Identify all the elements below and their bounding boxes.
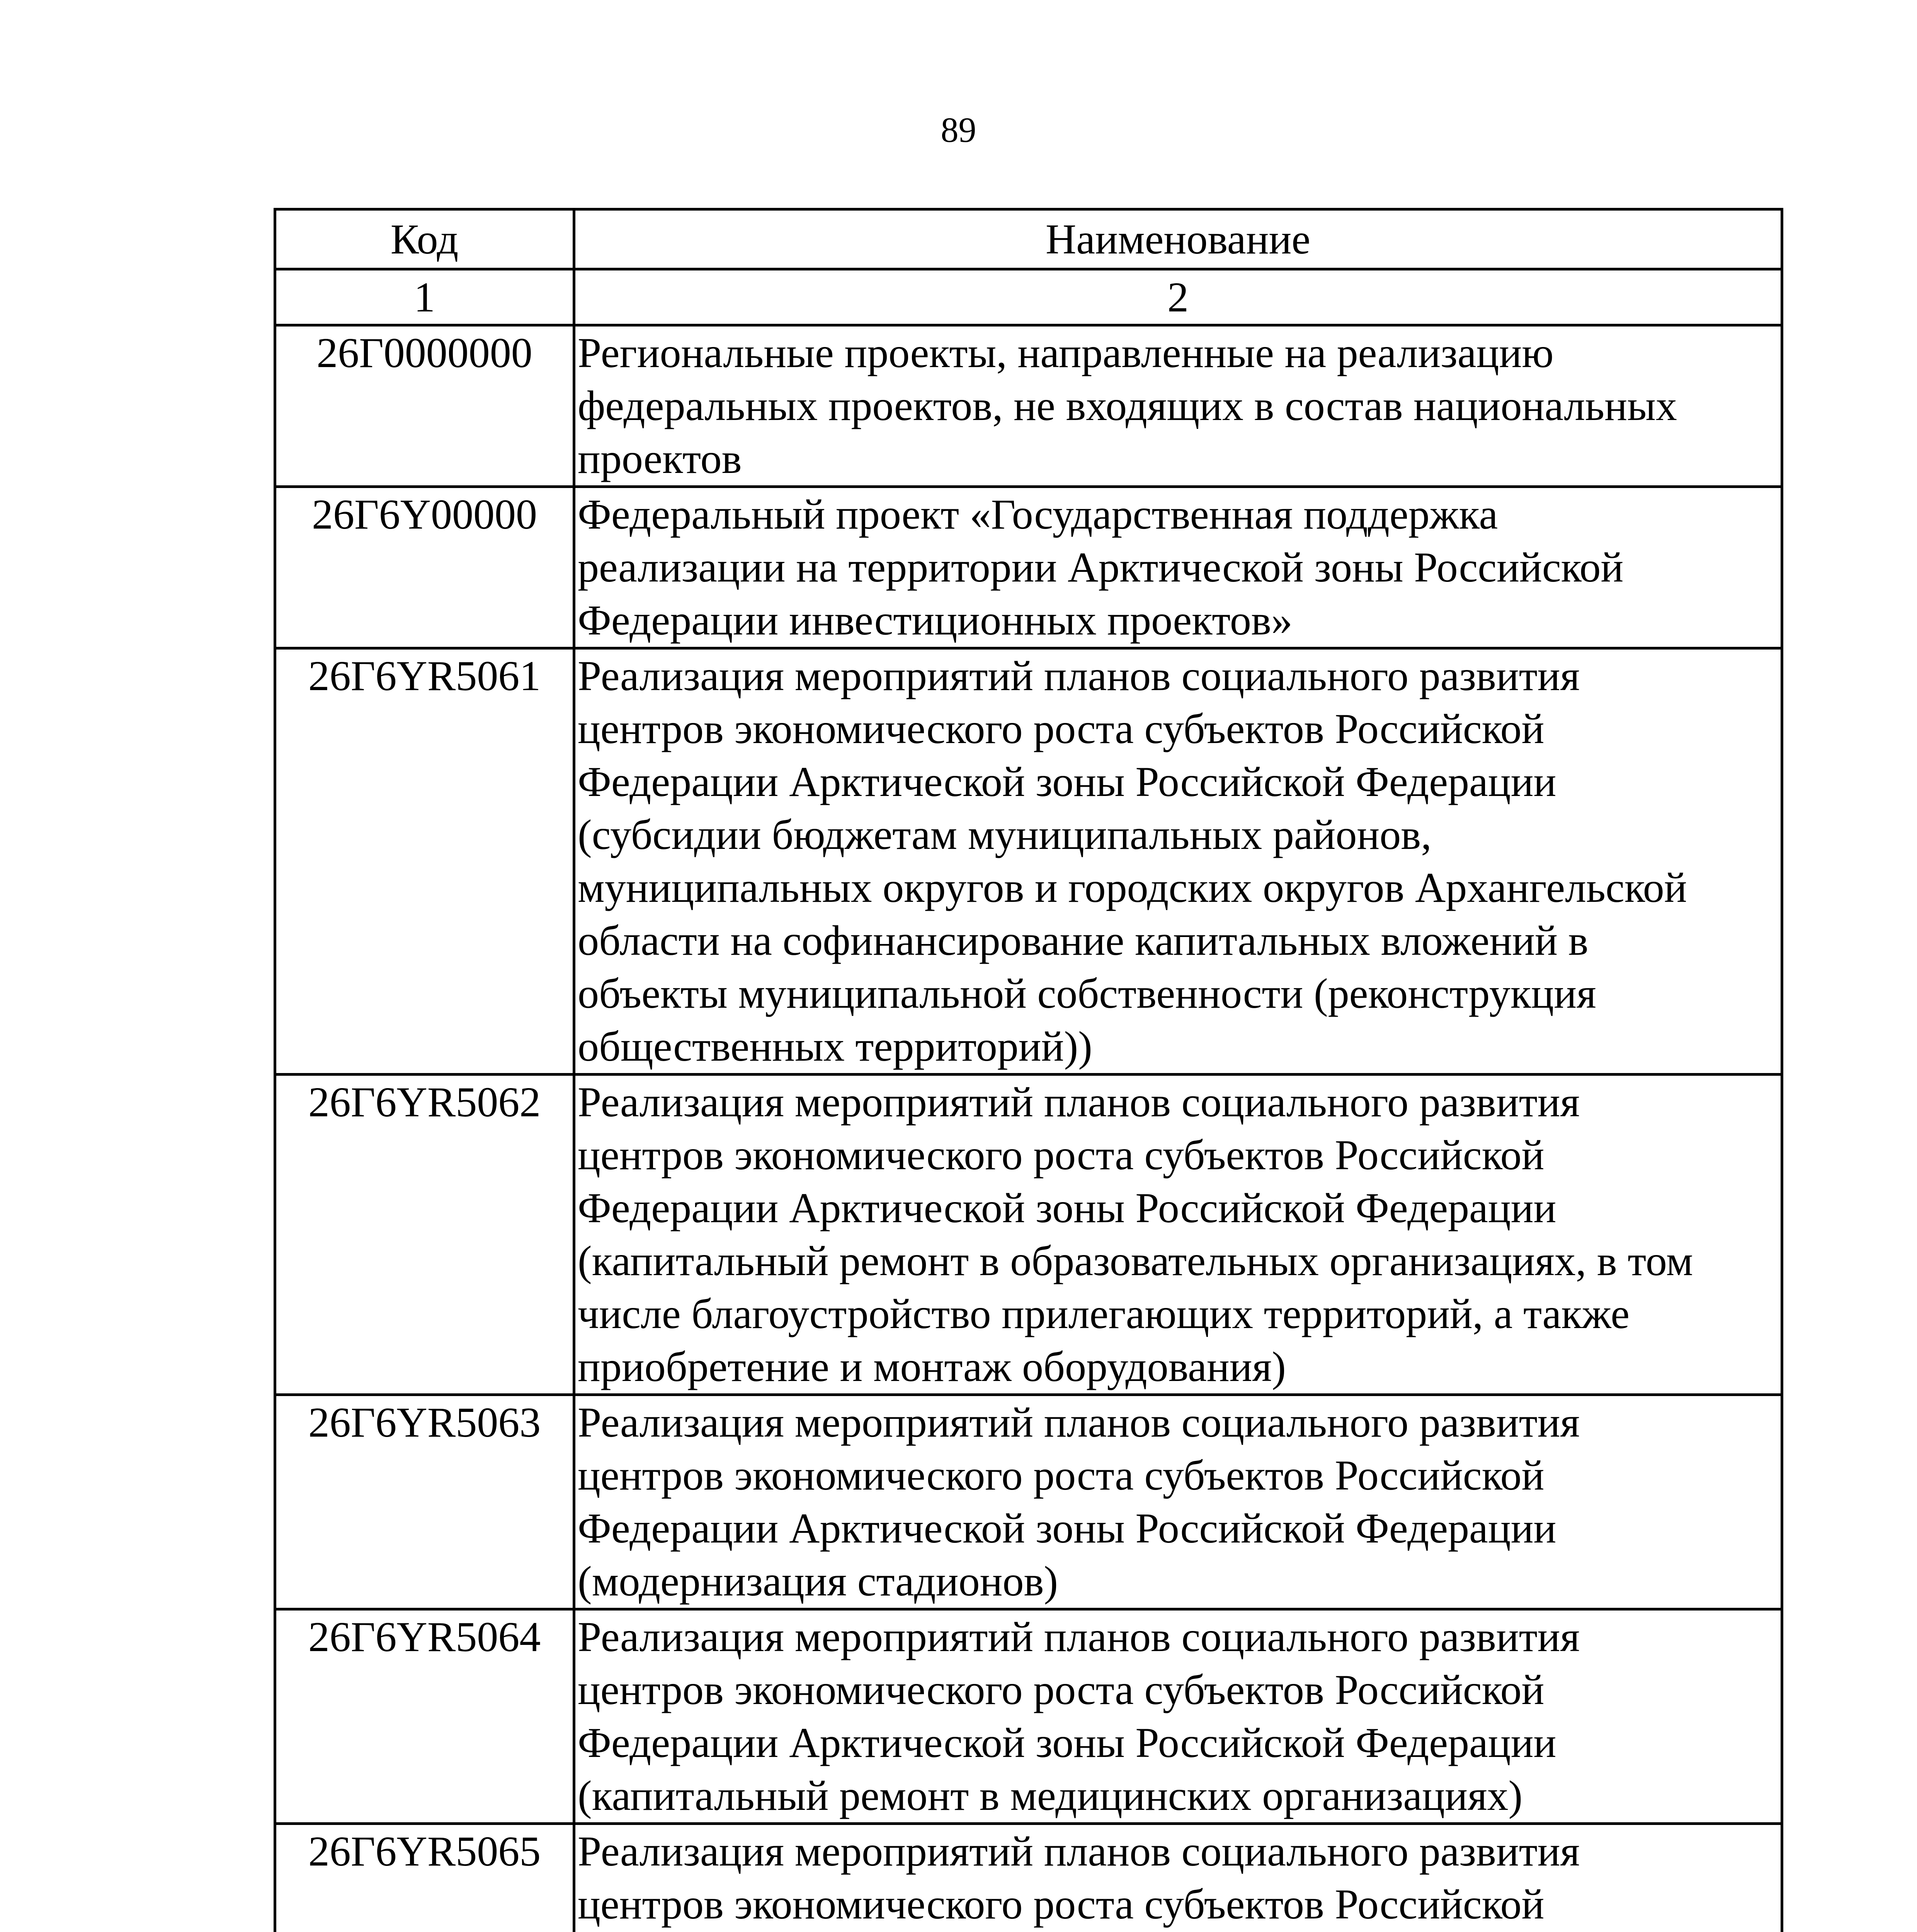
column-number-2: 2 [574,269,1782,325]
row-name [574,325,1782,487]
row-name-line: центров экономического роста субъектов Российской [578,1452,1544,1499]
row-name-line: (капитальный ремонт в образовательных организациях, в том [578,1237,1693,1284]
row-code: 26Г0000000 [275,325,574,487]
row-name-line: (субсидии бюджетам муниципальных районов, [578,811,1432,858]
row-name-line: объекты муниципальной собственности (реконструкция [578,970,1596,1017]
row-code: 26Г6YR5062 [275,1075,574,1395]
row-name-line: (модернизация стадионов) [578,1558,1058,1605]
row-code: 26Г6YR5061 [275,648,574,1075]
row-name [574,487,1782,648]
table-body [275,325,1782,1932]
table-row [275,325,1782,487]
table-row [275,1609,1782,1824]
row-name-line: центров экономического роста субъектов Российской [578,1131,1544,1179]
row-name-line: Федерации Арктической зоны Российской Федерации [578,1719,1556,1766]
row-code: 26Г6YR5065 [275,1824,574,1932]
row-name-line: Региональные проекты, направленные на реализацию [578,329,1554,376]
row-name [574,648,1782,1075]
row-name-line: центров экономического роста субъектов Российской [578,1666,1544,1713]
row-name-line: Федеральный проект «Государственная поддержка [578,491,1498,538]
row-name-line: приобретение и монтаж оборудования) [578,1343,1286,1390]
row-name-line: общественных территорий)) [578,1023,1092,1070]
column-number-row [275,269,1782,325]
row-name-line: Реализация мероприятий планов социального развития [578,652,1580,699]
row-name-line: центров экономического роста субъектов Российской [578,705,1544,752]
row-name-line: Реализация мероприятий планов социального развития [578,1613,1580,1660]
row-name-line: (капитальный ремонт в медицинских организациях) [578,1772,1523,1819]
table-row [275,648,1782,1075]
code-table [274,208,1783,1932]
row-name-line: Реализация мероприятий планов социального развития [578,1828,1580,1875]
table-row [275,1075,1782,1395]
row-name-line: реализации на территории Арктической зоны Российской [578,544,1624,591]
row-name-line: проектов [578,435,742,482]
row-name-line: Реализация мероприятий планов социального развития [578,1078,1580,1126]
row-name-line: центров экономического роста субъектов Российской [578,1881,1544,1928]
row-name [574,1075,1782,1395]
row-name-line: Федерации Арктической зоны Российской Федерации [578,758,1556,805]
row-name [574,1609,1782,1824]
row-name-line: муниципальных округов и городских округов Архангельской [578,864,1687,911]
row-name [574,1395,1782,1609]
row-name-line: федеральных проектов, не входящих в состав национальных [578,382,1677,429]
row-name-line: Федерации Арктической зоны Российской Федерации [578,1505,1556,1552]
row-name [574,1824,1782,1932]
header-name: Наименование [574,209,1782,269]
row-code: 26Г6YR5064 [275,1609,574,1824]
row-code: 26Г6YR5063 [275,1395,574,1609]
table-row [275,487,1782,648]
table-row [275,1824,1782,1932]
page-number: 89 [941,110,976,150]
header-code: Код [275,209,574,269]
row-name-line: Федерации Арктической зоны Российской Федерации [578,1184,1556,1231]
column-number-1: 1 [275,269,574,325]
table-row [275,1395,1782,1609]
row-name-line: числе благоустройство прилегающих территорий, а также [578,1290,1630,1337]
row-code: 26Г6Y00000 [275,487,574,648]
row-name-line: Реализация мероприятий планов социального развития [578,1399,1580,1446]
row-name-line: Федерации инвестиционных проектов» [578,597,1293,644]
row-name-line: области на софинансирование капитальных вложений в [578,917,1589,964]
table-header-row [275,209,1782,269]
